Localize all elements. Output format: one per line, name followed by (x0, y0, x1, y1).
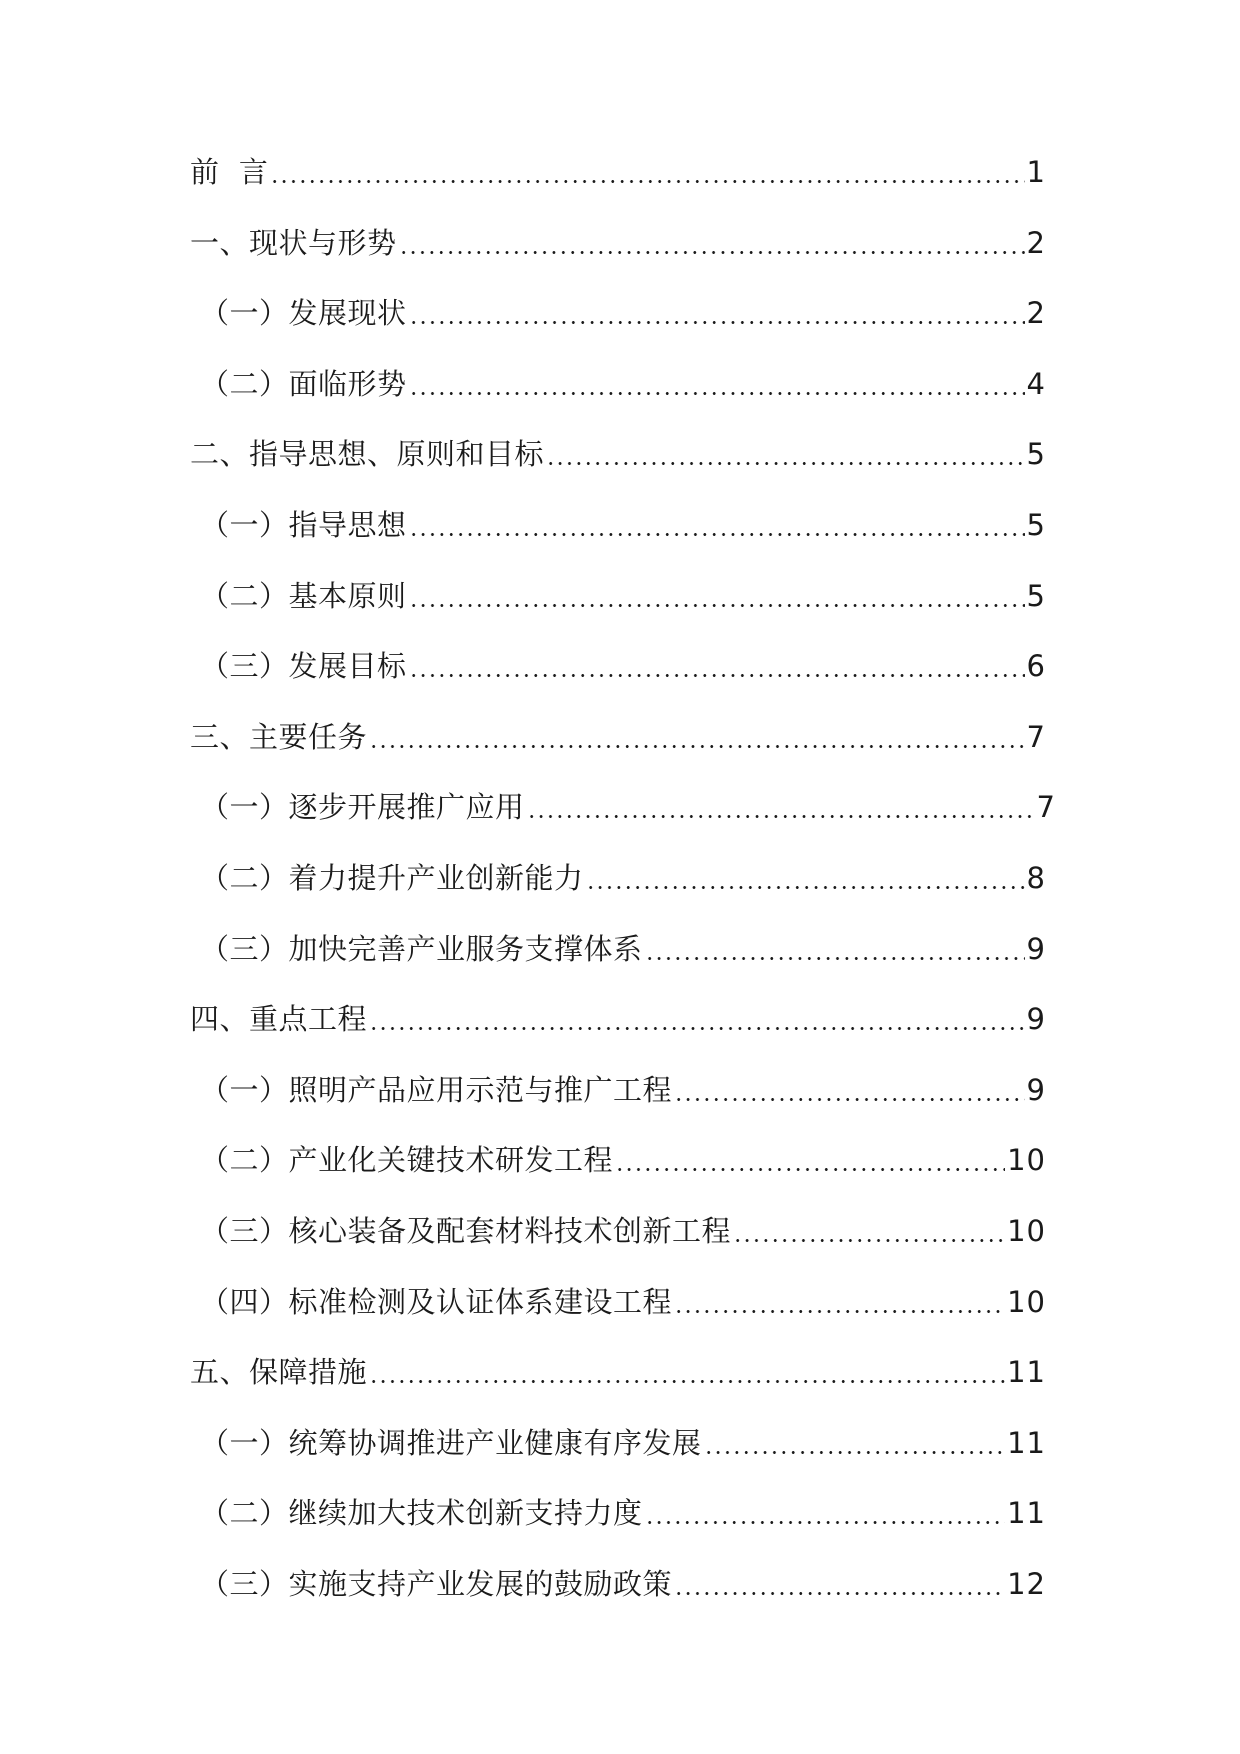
toc-dot-leader (615, 1140, 1005, 1180)
toc-dot-leader (674, 1282, 1005, 1322)
toc-entry-title: （一）指导思想 (200, 508, 407, 542)
toc-dot-leader (409, 646, 1025, 686)
toc-entry-page-number: 4 (1026, 366, 1046, 401)
toc-entry-page-number: 5 (1026, 437, 1046, 472)
toc-dot-leader (409, 505, 1025, 545)
toc-entry-page-number: 12 (1007, 1567, 1046, 1601)
toc-dot-leader (409, 364, 1025, 404)
toc-entry[interactable] (200, 1282, 1046, 1322)
toc-entry[interactable] (190, 717, 1046, 757)
toc-dot-leader (409, 293, 1025, 333)
toc-dot-leader (409, 576, 1025, 616)
toc-entry-title: （三）核心装备及配套材料技术创新工程 (200, 1214, 732, 1248)
toc-entry-title: （二）基本原则 (200, 578, 407, 613)
toc-entry-page-number: 10 (1007, 1143, 1046, 1178)
toc-entry-title: 三、主要任务 (190, 719, 368, 754)
toc-entry-page-number: 11 (1007, 1425, 1046, 1460)
toc-entry-title: 二、指导思想、原则和目标 (190, 437, 545, 472)
toc-entry-page-number: 2 (1026, 225, 1046, 260)
toc-entry-title: （一）逐步开展推广应用 (200, 790, 525, 825)
toc-entry[interactable] (200, 646, 1046, 686)
toc-entry[interactable] (200, 858, 1046, 898)
toc-dot-leader (369, 999, 1025, 1039)
toc-dot-leader (546, 434, 1025, 474)
toc-entry-title: 四、重点工程 (190, 1002, 368, 1037)
toc-entry-page-number: 7 (1036, 790, 1056, 825)
toc-entry[interactable] (200, 929, 1046, 969)
toc-dot-leader (369, 1352, 1005, 1392)
toc-entry-page-number: 10 (1007, 1284, 1046, 1319)
toc-entry-title: （一）统筹协调推进产业健康有序发展 (200, 1425, 702, 1460)
toc-entry-page-number: 11 (1007, 1355, 1046, 1390)
toc-entry-title: （三）发展目标 (200, 649, 407, 684)
toc-entry[interactable] (200, 1070, 1046, 1110)
toc-entry[interactable] (200, 364, 1046, 404)
toc-entry[interactable] (200, 1423, 1046, 1463)
toc-dot-leader (527, 787, 1035, 827)
toc-dot-leader (645, 929, 1025, 969)
toc-entry-title: （三）实施支持产业发展的鼓励政策 (200, 1567, 673, 1601)
toc-entry[interactable] (190, 152, 1046, 192)
toc-entry-title: （一）照明产品应用示范与推广工程 (200, 1072, 673, 1107)
toc-entry-page-number: 8 (1026, 861, 1046, 895)
toc-dot-leader (270, 152, 1024, 192)
toc-entry-title: （一）发展现状 (200, 296, 407, 331)
toc-dot-leader (704, 1423, 1006, 1463)
toc-entry-title: （二）着力提升产业创新能力 (200, 861, 584, 895)
toc-entry-title: （三）加快完善产业服务支撑体系 (200, 931, 643, 966)
toc-entry[interactable] (200, 787, 1056, 827)
toc-entry-page-number: 9 (1026, 1002, 1046, 1037)
toc-entry-page-number: 11 (1007, 1496, 1046, 1531)
toc-entry-title: 一、现状与形势 (190, 225, 397, 260)
toc-entry-page-number: 6 (1026, 649, 1046, 684)
toc-entry-title: 五、保障措施 (190, 1355, 368, 1390)
toc-entry-page-number: 9 (1026, 931, 1046, 966)
toc-entry-title: （二）继续加大技术创新支持力度 (200, 1496, 643, 1531)
toc-dot-leader (674, 1564, 1005, 1604)
toc-entry[interactable] (200, 576, 1046, 616)
toc-entry-title: 前 言 (190, 155, 269, 189)
toc-entry[interactable] (190, 999, 1046, 1039)
toc-entry-page-number: 5 (1026, 578, 1046, 613)
toc-entry[interactable] (190, 434, 1046, 474)
toc-entry[interactable] (190, 223, 1046, 263)
toc-dot-leader (586, 858, 1025, 898)
toc-entry[interactable] (200, 293, 1046, 333)
toc-entry-title: （二）面临形势 (200, 366, 407, 401)
toc-dot-leader (733, 1211, 1005, 1251)
toc-entry[interactable] (200, 1564, 1046, 1604)
toc-entry-page-number: 7 (1026, 719, 1046, 754)
toc-entry-page-number: 10 (1007, 1214, 1046, 1248)
toc-dot-leader (369, 717, 1025, 757)
toc-dot-leader (674, 1070, 1025, 1110)
toc-entry[interactable] (200, 1140, 1046, 1180)
toc-dot-leader (399, 223, 1025, 263)
toc-entry-page-number: 1 (1026, 155, 1046, 189)
toc-entry-page-number: 2 (1026, 296, 1046, 331)
toc-entry-page-number: 5 (1026, 508, 1046, 542)
toc-entry[interactable] (200, 1211, 1046, 1251)
toc-dot-leader (645, 1493, 1006, 1533)
toc-entry-page-number: 9 (1026, 1072, 1046, 1107)
toc-entry-title: （四）标准检测及认证体系建设工程 (200, 1284, 673, 1319)
toc-entry-title: （二）产业化关键技术研发工程 (200, 1143, 614, 1178)
toc-entry[interactable] (200, 1493, 1046, 1533)
toc-entry[interactable] (190, 1352, 1046, 1392)
toc-entry[interactable] (200, 505, 1046, 545)
